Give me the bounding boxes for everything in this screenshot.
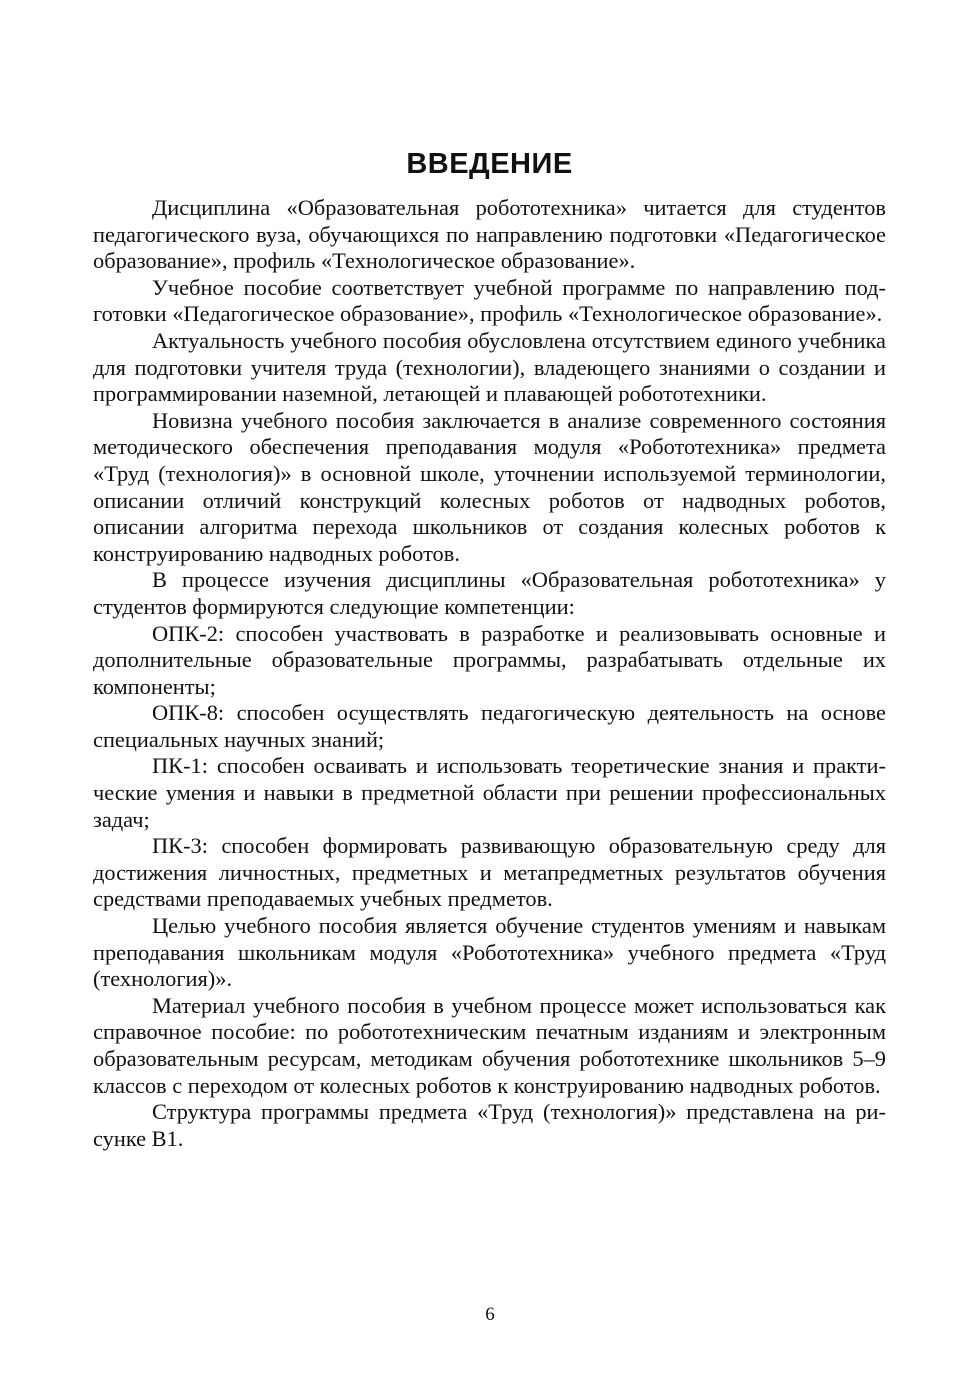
paragraph-discipline: Дисциплина «Образовательная робототехника» читается для студентов педагогического вуза, обучающихся по направлению подготовки «Педагогическое образование», профиль «Технологическое образование». [93, 195, 886, 274]
paragraph-relevance: Актуальность учебного пособия обусловлена отсутствием единого учебника для подготовки учителя труда (технологии), владеющего знаниями о создании и программировании наземной, летающей и плавающей робототехники. [93, 327, 886, 407]
document-page [93, 148, 886, 1152]
paragraph-goal: Целью учебного пособия является обучение студентов умениям и навыкам преподавания школьникам модуля «Робототехника» учебного предмета «Труд (технология)». [93, 913, 886, 992]
page-number: 6 [485, 1304, 495, 1325]
paragraph-opk-2: ОПК-2: способен участвовать в разработке и реализовывать основные и дополнительные образовательные программы, разрабатывать отдельные их компоненты; [93, 620, 886, 699]
paragraph-program: Учебное пособие соответствует учебной программе по направлению подготовки «Педагогическое образование», профиль «Технологическое образование». [93, 274, 886, 327]
paragraph-pk-1: ПК-1: способен осваивать и использовать теоретические знания и практические умения и навыки в предметной области при решении профессиональных задач; [93, 753, 886, 832]
paragraph-structure: Структура программы предмета «Труд (технология)» представлена на рисунке В1. [93, 1099, 886, 1151]
paragraph-opk-8: ОПК-8: способен осуществлять педагогическую деятельность на основе специальных научных знаний; [93, 700, 886, 752]
paragraph-pk-3: ПК-3: способен формировать развивающую образовательную среду для достижения личностных, предметных и метапредметных результатов обучения средствами преподаваемых учебных предметов. [93, 833, 886, 912]
paragraph-novelty: Новизна учебного пособия заключается в анализе современного состояния методического обеспечения преподавания модуля «Робототехника» предмета «Труд (технология)» в основной школе, уточнении используемой терминологии, описании отличий конструкций колесных роботов от надводных роботов, описании алгоритма перехода школьников от создания колесных роботов к конструированию надводных роботов. [93, 407, 886, 566]
section-title: ВВЕДЕНИЕ [406, 148, 573, 180]
paragraph-competencies-intro: В процессе изучения дисциплины «Образовательная робототехника» у студентов формируются следующие компетенции: [93, 567, 886, 619]
paragraph-material: Материал учебного пособия в учебном процессе может использоваться как справочное пособие: по робототехническим печатным изданиям и электронным образовательным ресурсам, методикам обучения робототехнике школьников 5–9 классов с переходом от колесных роботов к конструированию надводных роботов. [93, 992, 886, 1098]
